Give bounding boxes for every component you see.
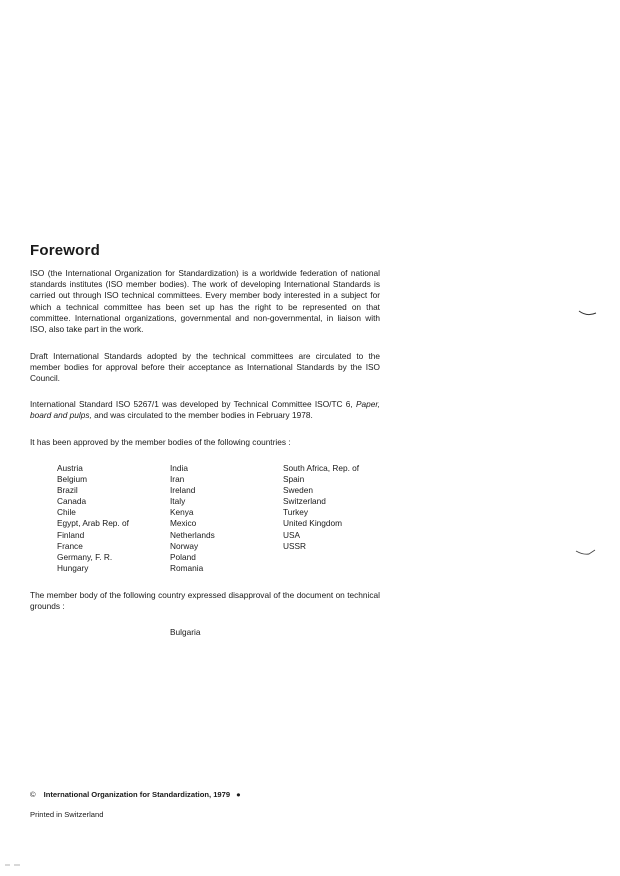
development-paragraph [30,399,380,421]
country-item: Hungary [57,562,89,573]
disapproving-country: Bulgaria [170,627,201,637]
copyright-text: International Organization for Standardization, 1979 [43,790,231,799]
country-item: Mexico [170,518,197,529]
development-text-start: International Standard ISO 5267/1 was developed by Technical Committee ISO/TC 6, [30,399,353,409]
approving-countries-column-2 [170,463,215,574]
country-item: Kenya [170,507,194,518]
disapproval-paragraph: The member body of the following country expressed disapproval of the document on technical grounds : [30,590,380,612]
approving-countries-column-1 [57,463,129,574]
country-item: Ireland [170,485,196,496]
intro-paragraph: ISO (the International Organization for Standardization) is a worldwide federation of national standards institutes (ISO member bodies). The work of developing International Standards is carried out through ISO technical committees. Every member body interested in a subject for which a technical committee has been set up has the right to be represented on that committee. International organizations, governmental and non-governmental, in liaison with ISO, also take part in the work. [30,268,380,335]
copyright-notice [30,790,241,799]
country-item: Belgium [57,474,87,485]
country-item: Finland [57,529,85,540]
committee-scope-text: Paper, board and pulps, [30,399,380,421]
country-item: Egypt, Arab Rep. of [57,518,129,529]
copyright-symbol: © [30,790,36,799]
country-item: Norway [170,540,199,551]
country-item: Poland [170,551,196,562]
scan-mark-icon [4,862,24,868]
approving-countries-column-3 [283,463,359,552]
country-item: South Africa, Rep. of [283,463,360,473]
country-item: Austria [57,463,83,473]
approval-process-paragraph: Draft International Standards adopted by the technical committees are circulated to the member bodies for approval before their acceptance as International Standards by the ISO Council. [30,351,380,384]
country-item: USSR [283,540,307,551]
country-item: Spain [283,474,305,485]
country-item: Canada [57,496,87,507]
country-item: France [57,540,83,551]
scan-mark-icon [578,308,598,318]
country-item: Brazil [57,485,78,496]
country-item: Iran [170,474,185,485]
country-item: Germany, F. R. [57,551,113,562]
country-item: USA [283,529,301,540]
development-text-end: and was circulated to the member bodies in February 1978. [94,410,313,421]
country-item: United Kingdom [283,518,343,529]
country-item: Switzerland [283,496,326,507]
country-item: Romania [170,562,204,573]
country-item: Chile [57,507,76,518]
country-item: Sweden [283,485,313,496]
printed-in-notice: Printed in Switzerland [30,810,104,819]
country-item: Turkey [283,507,309,518]
page-title: Foreword [30,242,100,259]
approval-intro-paragraph: It has been approved by the member bodies of the following countries : [30,437,291,447]
country-item: India [170,463,188,473]
bullet-dot-icon: ● [236,790,241,799]
country-item: Netherlands [170,529,215,540]
country-item: Italy [170,496,186,507]
scan-mark-icon [575,547,597,559]
